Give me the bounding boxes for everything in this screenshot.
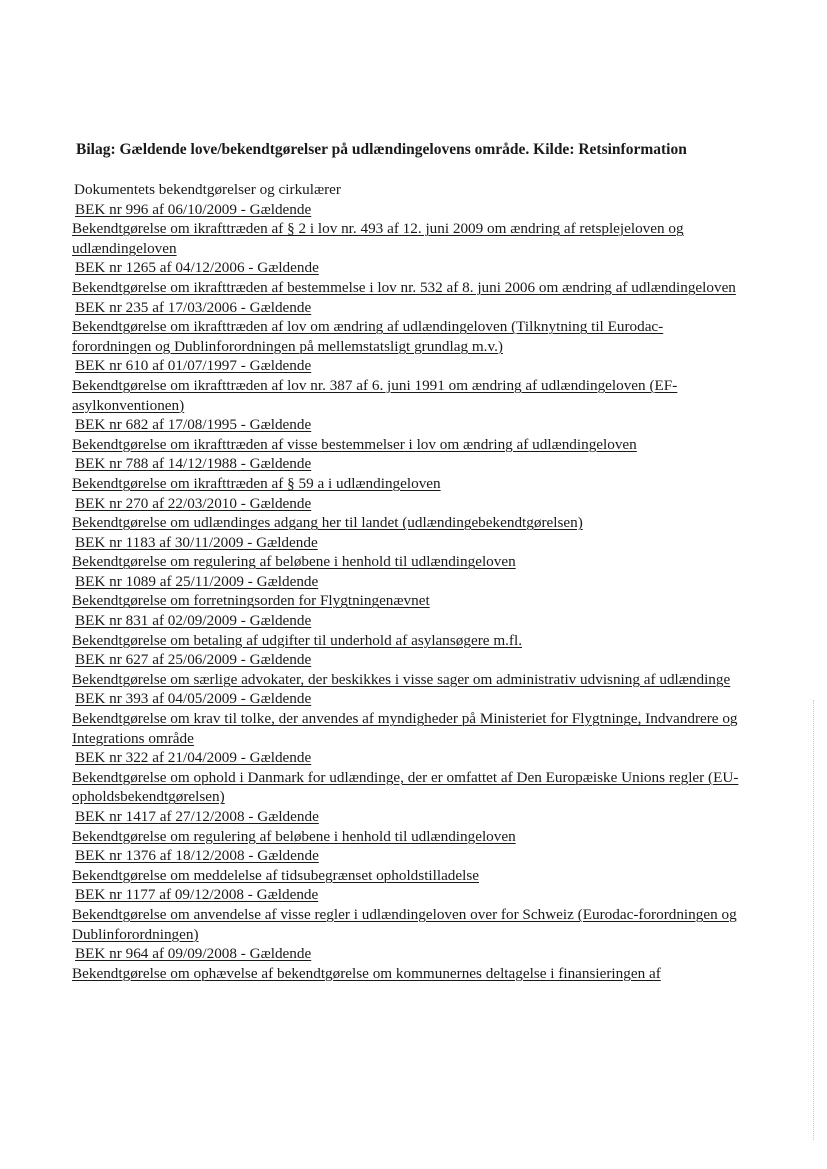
regulation-reference-link[interactable]: BEK nr 235 af 17/03/2006 - Gældende [75, 298, 312, 316]
regulation-list [72, 180, 742, 983]
list-item [72, 494, 742, 533]
regulation-title-link[interactable]: Bekendtgørelse om regulering af beløbene i henhold til udlændingeloven [72, 553, 516, 571]
regulation-title-link[interactable]: Bekendtgørelse om særlige advokater, der beskikkes i visse sager om administrativ udvisning af udlændinge [72, 670, 731, 688]
list-item [72, 748, 742, 807]
scan-edge-mark [813, 700, 815, 1140]
regulation-reference-link[interactable]: BEK nr 393 af 04/05/2009 - Gældende [75, 690, 312, 708]
regulation-title-link[interactable]: Bekendtgørelse om betaling af udgifter til underhold af asylansøgere m.fl. [72, 631, 523, 649]
regulation-title-link[interactable]: Bekendtgørelse om ikrafttræden af § 59 a i udlændingeloven [72, 474, 441, 492]
list-item [72, 415, 742, 454]
list-item [72, 572, 742, 611]
regulation-reference-link[interactable]: BEK nr 322 af 21/04/2009 - Gældende [75, 749, 312, 767]
list-item [72, 533, 742, 572]
regulation-reference-link[interactable]: BEK nr 610 af 01/07/1997 - Gældende [75, 357, 312, 375]
list-item [72, 454, 742, 493]
list-item [72, 356, 742, 415]
regulation-title-link[interactable]: Bekendtgørelse om udlændinges adgang her til landet (udlændingebekendtgørelsen) [72, 514, 583, 532]
regulation-title-link[interactable]: Bekendtgørelse om ikrafttræden af lov nr. 387 af 6. juni 1991 om ændring af udlændingeloven (EF-asylkonventionen) [72, 376, 678, 414]
regulation-reference-link[interactable]: BEK nr 1265 af 04/12/2006 - Gældende [75, 259, 319, 277]
regulation-reference-link[interactable]: BEK nr 627 af 25/06/2009 - Gældende [75, 651, 312, 669]
regulation-title-link[interactable]: Bekendtgørelse om ophold i Danmark for udlændinge, der er omfattet af Den Europæiske Unions regler (EU-opholdsbekendtgørelsen) [72, 768, 739, 806]
list-item [72, 846, 742, 885]
list-item [72, 298, 742, 357]
list-item [72, 807, 742, 846]
list-item [72, 689, 742, 748]
regulation-reference-link[interactable]: BEK nr 831 af 02/09/2009 - Gældende [75, 612, 312, 630]
list-intro: Dokumentets bekendtgørelser og cirkulærer [74, 181, 341, 198]
list-item [72, 650, 742, 689]
regulation-reference-link[interactable]: BEK nr 1417 af 27/12/2008 - Gældende [75, 808, 319, 825]
regulation-reference-link[interactable]: BEK nr 1183 af 30/11/2009 - Gældende [75, 533, 318, 551]
regulation-title-link[interactable]: Bekendtgørelse om ikrafttræden af § 2 i lov nr. 493 af 12. juni 2009 om ændring af retsplejeloven og udlændingeloven [72, 220, 684, 257]
regulation-title-link[interactable]: Bekendtgørelse om meddelelse af tidsubegrænset opholdstilladelse [72, 866, 480, 884]
regulation-reference-link[interactable]: BEK nr 1089 af 25/11/2009 - Gældende [75, 572, 319, 590]
regulation-title-link[interactable]: Bekendtgørelse om ikrafttræden af bestemmelse i lov nr. 532 af 8. juni 2006 om ændring af udlændingeloven [72, 278, 736, 296]
regulation-reference-link[interactable]: BEK nr 1376 af 18/12/2008 - Gældende [75, 847, 319, 865]
regulation-title-link[interactable]: Bekendtgørelse om regulering af beløbene i henhold til udlændingeloven [72, 827, 516, 845]
regulation-title-link[interactable]: Bekendtgørelse om ophævelse af bekendtgørelse om kommunernes deltagelse i finansieringen af [72, 964, 661, 982]
page-title: Bilag: Gældende love/bekendtgørelser på udlændingelovens område. Kilde: Retsinformation [76, 141, 687, 158]
list-item [72, 258, 742, 297]
regulation-title-link[interactable]: Bekendtgørelse om ikrafttræden af lov om ændring af udlændingeloven (Tilknytning til Eurodac-forordningen og Dublinforordningen på mellemstatsligt grundlag m.v.) [72, 318, 664, 355]
regulation-title-link[interactable]: Bekendtgørelse om krav til tolke, der anvendes af myndigheder på Ministeriet for Flygtninge, Indvandrere og Integrations område [72, 710, 738, 747]
list-item [72, 200, 742, 259]
regulation-title-link[interactable]: Bekendtgørelse om forretningsorden for Flygtningenævnet [72, 592, 430, 610]
list-item [72, 885, 742, 944]
regulation-reference-link[interactable]: BEK nr 682 af 17/08/1995 - Gældende [75, 416, 312, 434]
list-item [72, 611, 742, 650]
list-item [72, 944, 742, 983]
regulation-title-link[interactable]: Bekendtgørelse om anvendelse af visse regler i udlændingeloven over for Schweiz (Eurodac-forordningen og Dublinforordningen) [72, 905, 737, 943]
regulation-reference-link[interactable]: BEK nr 964 af 09/09/2008 - Gældende [75, 945, 312, 963]
regulation-reference-link[interactable]: BEK nr 788 af 14/12/1988 - Gældende [75, 455, 312, 473]
regulation-reference-link[interactable]: BEK nr 996 af 06/10/2009 - Gældende [75, 200, 312, 218]
regulation-reference-link[interactable]: BEK nr 1177 af 09/12/2008 - Gældende [75, 886, 319, 904]
regulation-title-link[interactable]: Bekendtgørelse om ikrafttræden af visse bestemmelser i lov om ændring af udlændingeloven [72, 435, 637, 453]
regulation-reference-link[interactable]: BEK nr 270 af 22/03/2010 - Gældende [75, 494, 312, 512]
